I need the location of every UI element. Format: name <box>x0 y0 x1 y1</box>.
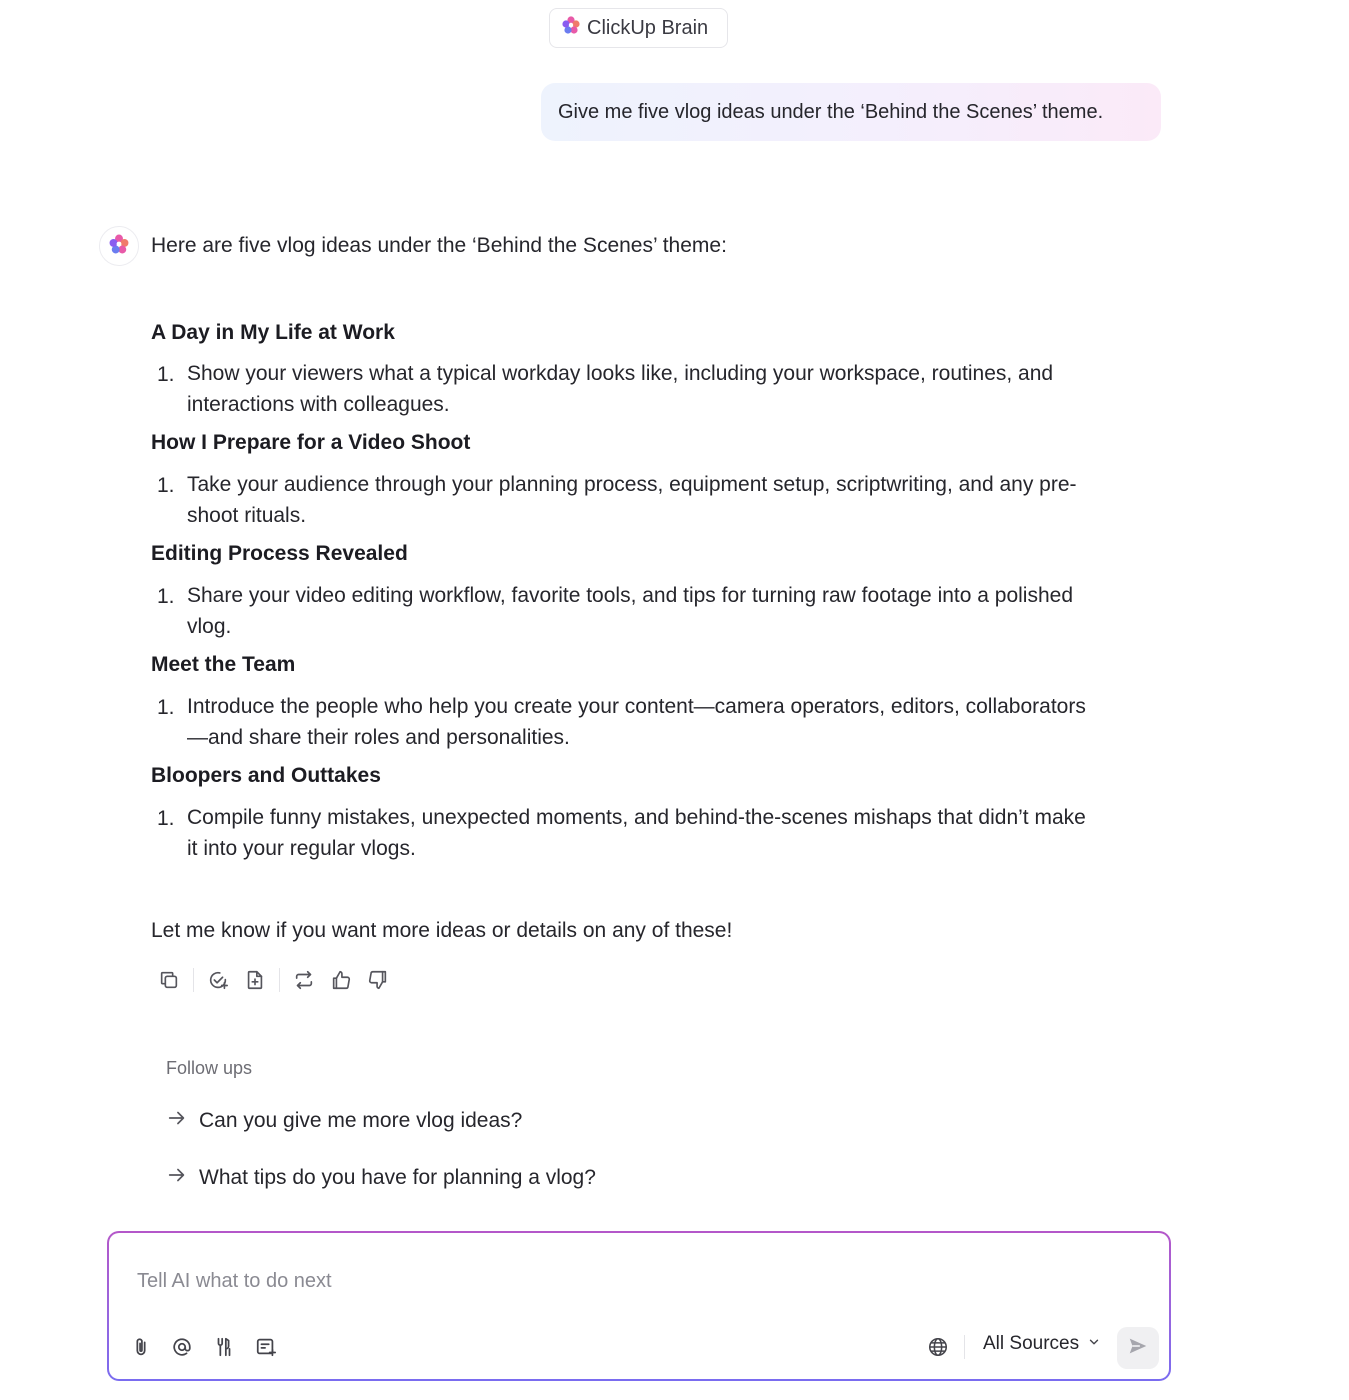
copy-icon[interactable] <box>156 967 182 993</box>
mention-icon[interactable] <box>168 1333 196 1361</box>
list-item-line: Compile funny mistakes, unexpected moments, and behind-the-scenes mishaps that didn’t make <box>187 806 1086 829</box>
attach-icon[interactable] <box>127 1333 155 1361</box>
section-heading: Bloopers and Outtakes <box>151 764 381 787</box>
divider <box>964 1335 965 1359</box>
sources-dropdown[interactable] <box>983 1333 1101 1355</box>
arrow-right-icon <box>166 1107 188 1135</box>
chat-input[interactable] <box>135 1269 839 1294</box>
list-item-line: —and share their roles and personalities. <box>187 726 570 749</box>
followup-text: What tips do you have for planning a vlog? <box>199 1166 596 1189</box>
section-heading: Editing Process Revealed <box>151 542 408 565</box>
list-item-line: it into your regular vlogs. <box>187 837 416 860</box>
section-heading: Meet the Team <box>151 653 296 676</box>
globe-icon[interactable] <box>924 1333 952 1361</box>
app-title: ClickUp Brain <box>587 16 709 39</box>
list-number: 1. <box>157 363 175 386</box>
add-doc-icon[interactable] <box>242 967 268 993</box>
chat-composer <box>107 1231 1171 1381</box>
list-item-line: vlog. <box>187 615 232 638</box>
list-item-text <box>187 580 1073 642</box>
clickup-brain-badge <box>549 8 728 48</box>
list-item-line: Introduce the people who help you create your content—camera operators, editors, collaborators <box>187 695 1086 718</box>
list-number: 1. <box>157 474 175 497</box>
followups-label: Follow ups <box>166 1058 253 1078</box>
list-item-text <box>187 358 1053 420</box>
followup-item[interactable] <box>166 1164 596 1192</box>
send-icon <box>1127 1335 1149 1362</box>
arrow-right-icon <box>166 1164 188 1192</box>
brain-logo-icon <box>561 15 581 41</box>
section-heading: A Day in My Life at Work <box>151 321 395 344</box>
message-actions <box>156 967 391 993</box>
section-heading: How I Prepare for a Video Shoot <box>151 431 471 454</box>
followup-item[interactable] <box>166 1107 522 1135</box>
list-item-line: Take your audience through your planning process, equipment setup, scriptwriting, and any pre- <box>187 473 1077 496</box>
brain-logo-icon <box>108 233 130 260</box>
regenerate-icon[interactable] <box>291 967 317 993</box>
templates-icon[interactable] <box>252 1333 280 1361</box>
list-item-line: Share your video editing workflow, favorite tools, and tips for turning raw footage into a polished <box>187 584 1074 607</box>
list-number: 1. <box>157 696 175 719</box>
user-message-bubble <box>541 83 1161 141</box>
divider <box>279 968 280 992</box>
list-item-line: shoot rituals. <box>187 504 307 527</box>
followup-text: Can you give me more vlog ideas? <box>199 1109 523 1132</box>
list-item-line: interactions with colleagues. <box>187 393 450 416</box>
list-item-text <box>187 691 1086 753</box>
thumbs-up-icon[interactable] <box>328 967 354 993</box>
send-button[interactable] <box>1117 1327 1159 1369</box>
chevron-down-icon <box>1087 1333 1101 1355</box>
create-task-icon[interactable] <box>205 967 231 993</box>
list-number: 1. <box>157 807 175 830</box>
sources-label: All Sources <box>983 1333 1080 1354</box>
list-number: 1. <box>157 585 175 608</box>
user-message-text: Give me five vlog ideas under the ‘Behind the Scenes’ theme. <box>558 100 1104 123</box>
list-item-text <box>187 802 1086 864</box>
ai-avatar <box>99 226 139 266</box>
response-closing: Let me know if you want more ideas or details on any of these! <box>151 919 733 942</box>
list-item-line: Show your viewers what a typical workday looks like, including your workspace, routines, and <box>187 362 1054 385</box>
response-intro: Here are five vlog ideas under the ‘Behind the Scenes’ theme: <box>151 234 727 257</box>
divider <box>193 968 194 992</box>
list-item-text <box>187 469 1077 531</box>
tools-icon[interactable] <box>210 1333 238 1361</box>
thumbs-down-icon[interactable] <box>365 967 391 993</box>
